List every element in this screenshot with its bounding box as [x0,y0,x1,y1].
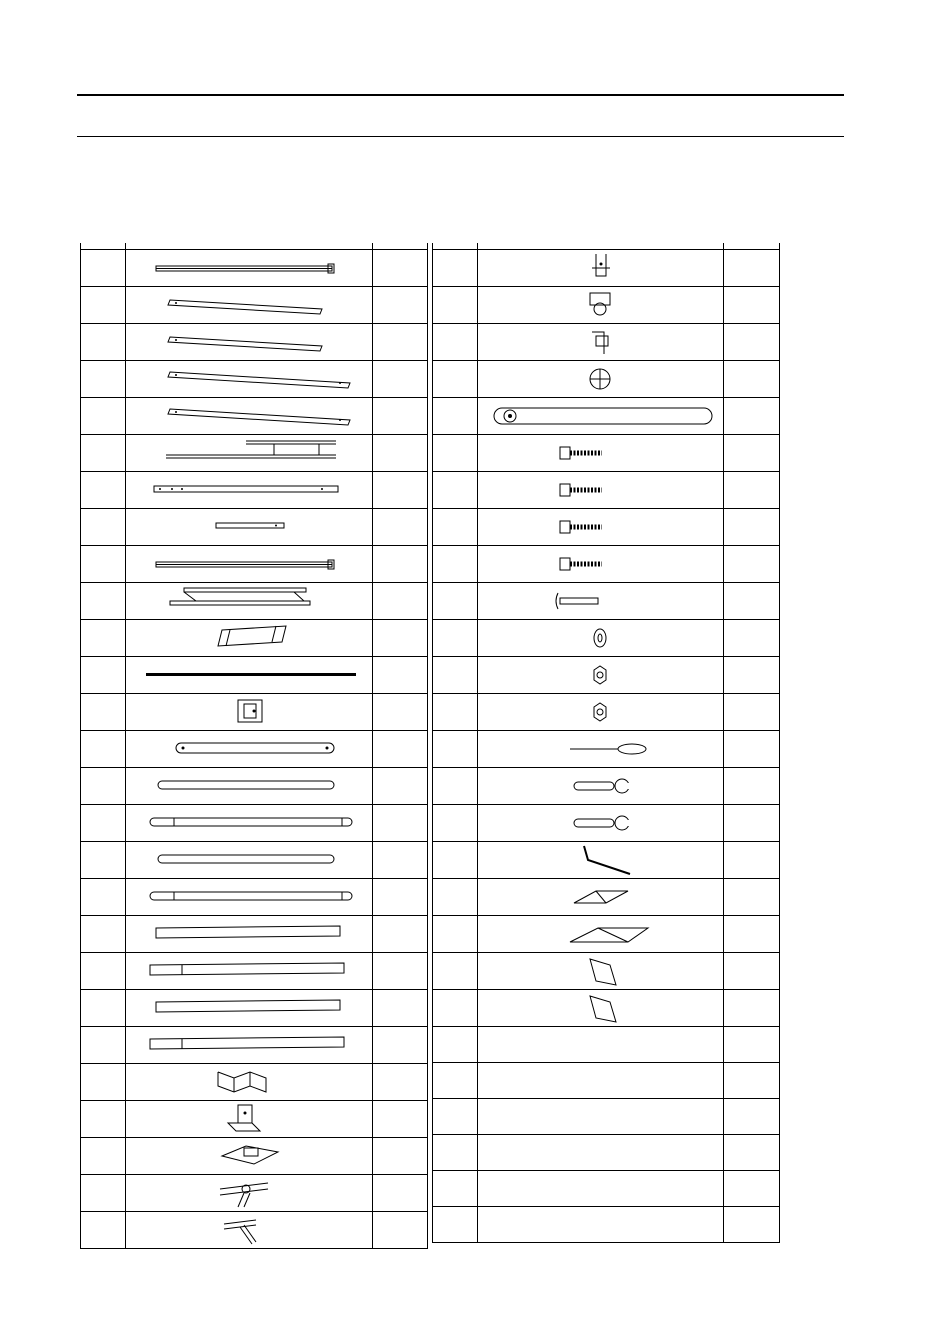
three-way-connector-icon [126,1175,372,1211]
table-row [81,952,428,989]
double-rail-assembly-icon [126,435,372,471]
part-number-cell [81,360,126,397]
quantity-cell [373,323,428,360]
quantity-cell [724,249,780,286]
table-row [433,545,780,582]
table-row [81,249,428,286]
wedge-large-icon [478,916,724,952]
part-illustration-cell [126,656,373,693]
part-number-cell [81,582,126,619]
screwdriver-icon [478,731,724,767]
part-illustration-cell [126,878,373,915]
carriage-bolt-icon [478,583,724,619]
part-number-cell [81,249,126,286]
thin-rod-icon [126,657,372,693]
part-number-cell [433,989,478,1026]
quantity-cell [724,1026,780,1062]
header-rule-bottom [77,136,844,137]
part-number-cell [81,397,126,434]
table-row [433,656,780,693]
part-illustration-cell [478,1062,724,1098]
table-row [81,286,428,323]
quantity-cell [724,804,780,841]
part-illustration-cell [126,1063,373,1100]
table-row [81,804,428,841]
quantity-cell [373,619,428,656]
part-number-cell [81,471,126,508]
round-tube-icon [126,768,372,804]
table-row [433,582,780,619]
part-number-cell [81,952,126,989]
part-number-cell [81,1211,126,1248]
quantity-cell [373,1063,428,1100]
tapered-tube-icon [126,916,372,952]
part-number-cell [433,1026,478,1062]
table-row [433,286,780,323]
pad-icon [478,953,724,989]
quantity-cell [724,989,780,1026]
quantity-cell [373,286,428,323]
table-row [433,249,780,286]
part-illustration-cell [478,508,724,545]
table-row [433,471,780,508]
table-row [81,434,428,471]
part-number-cell [81,508,126,545]
table-row [81,471,428,508]
part-illustration-cell [126,693,373,730]
part-number-cell [433,878,478,915]
quantity-cell [373,1174,428,1211]
quantity-cell [724,693,780,730]
quantity-cell [724,508,780,545]
part-illustration-cell [478,841,724,878]
part-number-cell [81,323,126,360]
table-row [81,323,428,360]
part-number-cell [81,1137,126,1174]
u-bracket-icon [126,694,372,730]
table-row [81,841,428,878]
quantity-cell [373,1100,428,1137]
tapered-tube-stepped-icon [126,953,372,989]
table-row [433,508,780,545]
part-illustration-cell [478,286,724,323]
part-illustration-cell [478,434,724,471]
part-illustration-cell [126,508,373,545]
part-number-cell [433,323,478,360]
quantity-cell [373,767,428,804]
clip-icon [478,250,724,286]
quantity-cell [373,582,428,619]
allen-key-icon [478,842,724,878]
part-number-cell [433,1098,478,1134]
washer-icon [478,620,724,656]
parts-table-right [432,243,780,1243]
part-illustration-cell [126,471,373,508]
quantity-cell [373,730,428,767]
part-number-cell [81,1026,126,1063]
flat-bar-medium-icon [126,287,372,323]
part-illustration-cell [478,360,724,397]
quantity-cell [724,915,780,952]
part-illustration-cell [126,841,373,878]
table-row [81,693,428,730]
quantity-cell [724,360,780,397]
table-row [433,397,780,434]
quantity-cell [724,1206,780,1242]
part-illustration-cell [478,767,724,804]
tapered-tube-icon [126,990,372,1026]
quantity-cell [373,1137,428,1174]
part-illustration-cell [478,1206,724,1242]
part-number-cell [81,878,126,915]
table-row [433,1062,780,1098]
part-illustration-cell [126,360,373,397]
part-number-cell [81,1063,126,1100]
quantity-cell [373,249,428,286]
z-bracket-icon [126,1064,372,1100]
part-illustration-cell [126,323,373,360]
quantity-cell [724,545,780,582]
quantity-cell [724,582,780,619]
part-number-cell [433,767,478,804]
part-illustration-cell [126,1026,373,1063]
quantity-cell [373,878,428,915]
table-row [433,360,780,397]
part-number-cell [81,1174,126,1211]
table-row [81,545,428,582]
table-row [81,1026,428,1063]
quantity-cell [373,804,428,841]
part-number-cell [433,508,478,545]
round-tube-icon [126,842,372,878]
quantity-cell [724,730,780,767]
part-number-cell [433,804,478,841]
part-number-cell [81,545,126,582]
quantity-cell [373,841,428,878]
table-row [81,767,428,804]
part-number-cell [81,619,126,656]
corner-bracket-icon [126,1101,372,1137]
part-number-cell [433,841,478,878]
part-illustration-cell [126,767,373,804]
part-illustration-cell [478,323,724,360]
flat-bar-long-icon [126,398,372,434]
table-row [81,1100,428,1137]
part-number-cell [433,656,478,693]
part-illustration-cell [478,989,724,1026]
table-row [81,989,428,1026]
quantity-cell [724,1098,780,1134]
table-row [433,693,780,730]
part-illustration-cell [126,915,373,952]
table-row [81,360,428,397]
link-strap-icon [126,731,372,767]
quantity-cell [373,693,428,730]
part-illustration-cell [478,619,724,656]
part-illustration-cell [126,730,373,767]
wrench-icon [478,768,724,804]
part-illustration-cell [126,1174,373,1211]
hex-bolt-icon [478,509,724,545]
part-illustration-cell [126,804,373,841]
part-illustration-cell [126,619,373,656]
quantity-cell [373,915,428,952]
table-row [81,508,428,545]
round-tube-long-icon [126,879,372,915]
table-row [433,1134,780,1170]
part-illustration-cell [478,1134,724,1170]
quantity-cell [373,952,428,989]
hex-bolt-icon [478,472,724,508]
part-number-cell [433,397,478,434]
header-rule-top [77,94,844,96]
part-number-cell [433,1062,478,1098]
part-illustration-cell [126,1100,373,1137]
part-illustration-cell [478,730,724,767]
part-number-cell [433,249,478,286]
part-illustration-cell [478,397,724,434]
tube-with-holes-icon [126,472,372,508]
quantity-cell [373,1211,428,1248]
part-illustration-cell [126,989,373,1026]
part-illustration-cell [126,397,373,434]
table-row [433,767,780,804]
table-row [433,730,780,767]
part-illustration-cell [478,693,724,730]
part-number-cell [433,434,478,471]
quantity-cell [724,1062,780,1098]
table-row [433,878,780,915]
wrench-icon [478,805,724,841]
part-number-cell [433,1170,478,1206]
table-row [433,1206,780,1242]
quantity-cell [724,323,780,360]
table-row [433,952,780,989]
part-number-cell [81,286,126,323]
part-number-cell [433,730,478,767]
table-row [433,1026,780,1062]
table-row [81,582,428,619]
quantity-cell [724,1134,780,1170]
table-row [81,730,428,767]
nut-icon [478,694,724,730]
part-illustration-cell [478,1026,724,1062]
table-row [81,619,428,656]
hex-bolt-icon [478,546,724,582]
quantity-cell [373,508,428,545]
part-illustration-cell [478,545,724,582]
table-row [81,915,428,952]
part-number-cell [81,841,126,878]
part-number-cell [81,767,126,804]
table-row [81,397,428,434]
part-illustration-cell [126,1137,373,1174]
quantity-cell [724,397,780,434]
part-number-cell [433,693,478,730]
part-number-cell [81,693,126,730]
clip-plate-icon [478,324,724,360]
quantity-cell [724,878,780,915]
quantity-cell [724,1170,780,1206]
part-illustration-cell [126,434,373,471]
part-illustration-cell [478,582,724,619]
table-row [433,619,780,656]
part-illustration-cell [126,952,373,989]
quantity-cell [724,286,780,323]
part-number-cell [81,730,126,767]
clamp-bracket-icon [478,287,724,323]
hex-bolt-icon [478,435,724,471]
round-tube-long-icon [126,805,372,841]
tapered-tube-stepped-icon [126,1027,372,1063]
table-row [433,323,780,360]
part-illustration-cell [478,952,724,989]
part-illustration-cell [478,804,724,841]
part-illustration-cell [478,471,724,508]
quantity-cell [724,471,780,508]
tee-connector-icon [126,1212,372,1248]
part-number-cell [433,471,478,508]
part-illustration-cell [478,915,724,952]
part-illustration-cell [126,286,373,323]
table-row [433,1170,780,1206]
end-cap-icon [478,361,724,397]
quantity-cell [724,434,780,471]
quantity-cell [373,1026,428,1063]
part-number-cell [81,915,126,952]
part-illustration-cell [126,545,373,582]
quantity-cell [373,545,428,582]
table-row [433,989,780,1026]
quantity-cell [373,434,428,471]
strap-arm-icon [478,398,724,434]
quantity-cell [724,656,780,693]
quantity-cell [724,952,780,989]
quantity-cell [373,397,428,434]
table-row [81,656,428,693]
part-number-cell [433,360,478,397]
part-number-cell [433,952,478,989]
table-row [81,878,428,915]
table-row [433,841,780,878]
quantity-cell [373,471,428,508]
part-number-cell [433,286,478,323]
short-bar-icon [126,509,372,545]
quantity-cell [724,767,780,804]
table-row [433,1098,780,1134]
parts-table-left [80,243,428,1249]
long-tube-bar-icon [126,546,372,582]
part-number-cell [433,1206,478,1242]
part-number-cell [433,582,478,619]
part-number-cell [81,656,126,693]
flat-bar-long-icon [126,361,372,397]
nut-icon [478,657,724,693]
pad-icon [478,990,724,1026]
table-row [433,915,780,952]
part-illustration-cell [478,656,724,693]
part-illustration-cell [478,249,724,286]
part-number-cell [81,1100,126,1137]
part-number-cell [81,989,126,1026]
part-number-cell [81,434,126,471]
table-row [81,1211,428,1248]
part-number-cell [433,915,478,952]
quantity-cell [724,841,780,878]
table-row [433,804,780,841]
quantity-cell [373,989,428,1026]
flat-bar-medium-icon [126,324,372,360]
part-illustration-cell [478,1170,724,1206]
wedge-small-icon [478,879,724,915]
part-illustration-cell [478,1098,724,1134]
table-row [433,434,780,471]
part-number-cell [433,619,478,656]
part-number-cell [433,1134,478,1170]
table-row [81,1063,428,1100]
frame-rail-assembly-icon [126,583,372,619]
part-illustration-cell [126,1211,373,1248]
zigzag-bracket-icon [126,620,372,656]
base-plate-icon [126,1138,372,1174]
quantity-cell [373,656,428,693]
table-row [81,1137,428,1174]
part-number-cell [81,804,126,841]
long-tube-bar-icon [126,250,372,286]
part-illustration-cell [478,878,724,915]
part-illustration-cell [126,582,373,619]
quantity-cell [373,360,428,397]
quantity-cell [724,619,780,656]
part-number-cell [433,545,478,582]
part-illustration-cell [126,249,373,286]
table-row [81,1174,428,1211]
